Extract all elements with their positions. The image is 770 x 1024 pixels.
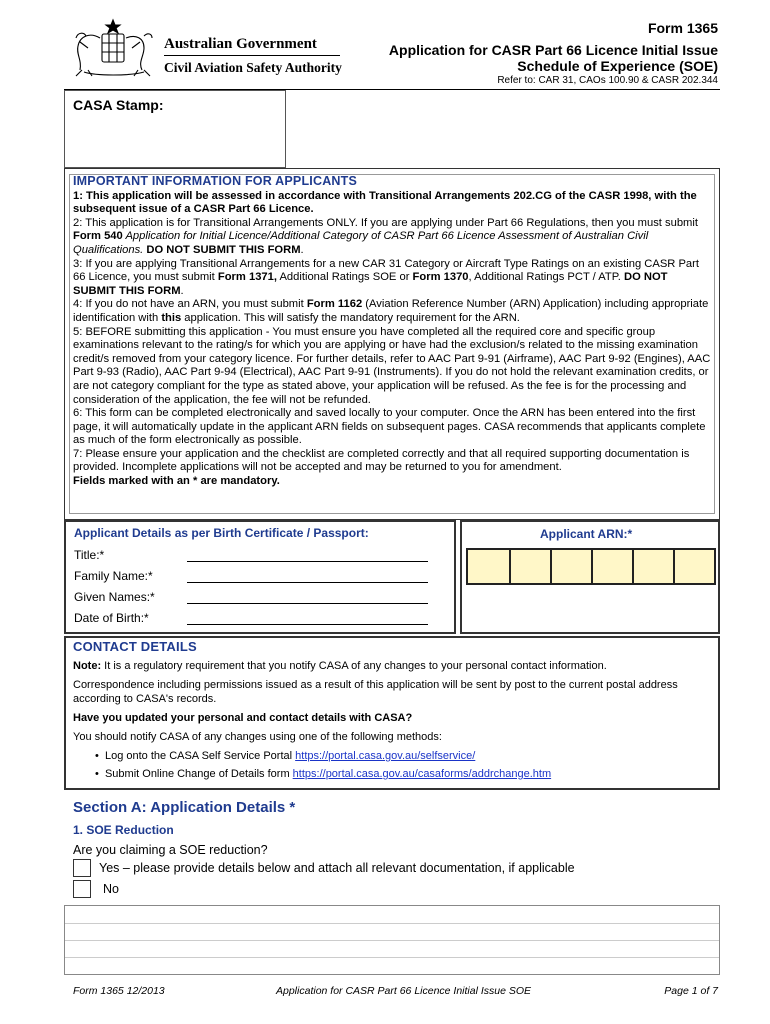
soe-yes-label: Yes – please provide details below and attach all relevant documentation, if applicable bbox=[99, 861, 575, 875]
form-subtitle: Schedule of Experience (SOE) bbox=[517, 58, 718, 74]
arn-digit-input[interactable] bbox=[591, 550, 632, 583]
org-divider bbox=[164, 55, 340, 56]
arn-digit-input[interactable] bbox=[468, 550, 509, 583]
given-names-label: Given Names:* bbox=[74, 590, 155, 604]
method-self-service: • Log onto the CASA Self Service Portal https://portal.casa.gov.au/selfservice/ bbox=[95, 750, 476, 762]
self-service-link[interactable]: https://portal.casa.gov.au/selfservice/ bbox=[295, 750, 476, 762]
form-number: Form 1365 bbox=[647, 20, 718, 36]
title-field[interactable] bbox=[187, 561, 428, 562]
info-item-1: 1: This application will be assessed in accordance with Transitional Arrangements 202.CG of the CASR 1998, with the subsequent issue of a CASR Part 66 Licence. bbox=[73, 189, 697, 216]
important-info-heading: IMPORTANT INFORMATION FOR APPLICANTS bbox=[73, 174, 358, 188]
change-of-details-link[interactable]: https://portal.casa.gov.au/casaforms/addrchange.htm bbox=[292, 768, 552, 780]
family-name-field[interactable] bbox=[187, 582, 428, 583]
info-item-5: 5: BEFORE submitting this application - You must ensure you have completed all the required core and specific group examinations relevant to the rating/s for which you are applying or have had the exclusion/s related to the missing examination credit/s removed from your category licence. For further details, refer to AAC Part 9-91 (Airframe), AAC Part 9-92 (Engines), AAC Part 9-93 (Radio), AAC Part 9-94 (Electrical), AAC Part 9-91 (Instruments). If you do not hold the relevant examination credits, or are not category compliant for the type as stated above, your application will be refused. As the fee is for the processing and consideration of the application, the fee will not be refunded. bbox=[73, 325, 711, 406]
form-title: Application for CASR Part 66 Licence Initial Issue bbox=[388, 42, 718, 58]
soe-no-label: No bbox=[103, 882, 119, 896]
soe-reduction-heading: 1. SOE Reduction bbox=[73, 823, 174, 837]
footer-page-number: Page 1 of 7 bbox=[664, 985, 718, 997]
title-label: Title:* bbox=[74, 548, 105, 562]
important-info-text bbox=[73, 175, 713, 489]
soe-no-checkbox[interactable] bbox=[73, 880, 91, 898]
arn-heading: Applicant ARN:* bbox=[540, 527, 633, 541]
arn-digit-input[interactable] bbox=[509, 550, 550, 583]
contact-details-content bbox=[73, 640, 713, 785]
arn-digit-input[interactable] bbox=[632, 550, 673, 583]
date-of-birth-field[interactable] bbox=[187, 624, 428, 625]
methods-intro: You should notify CASA of any changes using one of the following methods: bbox=[73, 731, 442, 743]
method-change-form: • Submit Online Change of Details form https://portal.casa.gov.au/casaforms/addrchange.htm bbox=[95, 768, 552, 780]
family-name-label: Family Name:* bbox=[74, 569, 153, 583]
org-name-government: Australian Government bbox=[164, 36, 317, 52]
footer-title: Application for CASR Part 66 Licence Initial Issue SOE bbox=[276, 985, 532, 997]
soe-yes-checkbox[interactable] bbox=[73, 859, 91, 877]
applicant-details-heading: Applicant Details as per Birth Certificate / Passport: bbox=[74, 526, 369, 540]
info-item-3: 3: If you are applying Transitional Arrangements for a new CAR 31 Category or Aircraft Type Ratings on an existing CASR Part 66 Licence, you must submit Form 1371, Additional Ratings SOE or Form 1370, Additional Ratings PCT / ATP. DO NOT SUBMIT THIS FORM. bbox=[73, 257, 699, 297]
arn-input-group bbox=[466, 548, 716, 585]
methods-list bbox=[95, 749, 713, 781]
footer-form-ref: Form 1365 12/2013 bbox=[73, 985, 165, 997]
org-name-casa: Civil Aviation Safety Authority bbox=[164, 60, 342, 75]
given-names-field[interactable] bbox=[187, 603, 428, 604]
info-item-6: 6: This form can be completed electronically and saved locally to your computer. Once the ARN has been entered into the first page, it will automatically update in the applicant ARN fields on subsequent pages. CASA recommends that applicants complete as much of the form electronically as possible. bbox=[73, 407, 706, 447]
casa-stamp-label: CASA Stamp: bbox=[73, 97, 164, 113]
arn-digit-input[interactable] bbox=[550, 550, 591, 583]
section-a-heading: Section A: Application Details * bbox=[73, 799, 296, 816]
soe-reduction-question: Are you claiming a SOE reduction? bbox=[73, 843, 268, 857]
contact-details-heading: CONTACT DETAILS bbox=[73, 639, 197, 654]
info-item-4: 4: If you do not have an ARN, you must submit Form 1162 (Aviation Reference Number (ARN) Application) including appropriate identification with this application. This will satisfy the mandatory requirement for the ARN. bbox=[73, 298, 709, 324]
correspondence-text: Correspondence including permissions issued as a result of this application will be sent by post to the current postal address according to CASA's records. bbox=[73, 679, 678, 705]
mandatory-fields-note: Fields marked with an * are mandatory. bbox=[73, 475, 280, 488]
form-references: Refer to: CAR 31, CAOs 100.90 & CASR 202.344 bbox=[497, 75, 718, 86]
casa-stamp-box bbox=[64, 90, 286, 168]
info-item-7: 7: Please ensure your application and the checklist are completed correctly and that all required supporting documentation is provided. Incomplete applications will not be accepted and may be returned to you for amendment. bbox=[73, 447, 690, 474]
info-item-2: 2: This application is for Transitional Arrangements ONLY. If you are applying under Part 66 Regulations, then you must submit Form 540 Application for Initial Licence/Additional Category of CASR Part 66 Licence Assessment of Australian Civil Qualifications. DO NOT SUBMIT THIS FORM. bbox=[73, 216, 698, 256]
update-question: Have you updated your personal and contact details with CASA? bbox=[73, 712, 413, 724]
soe-details-textarea[interactable] bbox=[64, 905, 720, 975]
arn-digit-input[interactable] bbox=[673, 550, 714, 583]
date-of-birth-label: Date of Birth:* bbox=[74, 611, 149, 625]
commonwealth-coat-of-arms-logo bbox=[66, 18, 160, 80]
contact-note: Note: It is a regulatory requirement that you notify CASA of any changes to your personal contact information. bbox=[73, 660, 607, 672]
